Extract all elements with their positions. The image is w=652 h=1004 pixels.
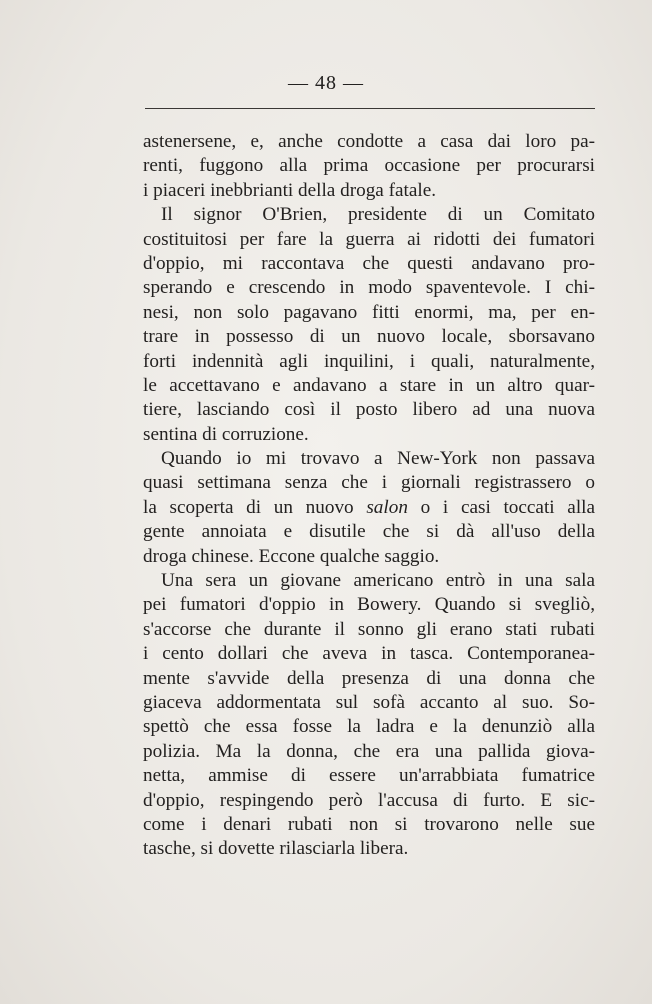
text-line: i cento dollari che aveva in tasca. Contemporanea-	[143, 643, 595, 665]
paragraph	[143, 447, 595, 569]
text-line: come i denari rubati non si trovarono nelle sue	[143, 813, 595, 835]
text-line: Quando io mi trovavo a New-York non passava	[161, 448, 595, 470]
text-line: mente s'avvide della presenza di una donna che	[143, 667, 595, 689]
text-line: le accettavano e andavano a stare in un altro quar-	[143, 374, 595, 396]
text-line: la scoperta di un nuovo salon o i casi toccati alla	[143, 496, 595, 518]
text-line: d'oppio, respingendo però l'accusa di furto. E sic-	[143, 789, 595, 811]
text-line: trare in possesso di un nuovo locale, sborsavano	[143, 326, 595, 348]
text-line: Il signor O'Brien, presidente di un Comitato	[161, 204, 595, 226]
paragraph	[143, 569, 595, 862]
text-line: nesi, non solo pagavano fitti enormi, ma, per en-	[143, 301, 595, 323]
text-line: quasi settimana senza che i giornali registrassero o	[143, 472, 595, 494]
text-line: forti indennità agli inquilini, i quali, naturalmente,	[143, 350, 595, 372]
text-line: costituitosi per fare la guerra ai ridotti dei fumatori	[143, 228, 595, 250]
text-line: i piaceri inebbrianti della droga fatale.	[143, 179, 437, 201]
text-line: gente annoiata e disutile che si dà all'uso della	[143, 521, 595, 543]
text-line: tiere, lasciando così il posto libero ad una nuova	[143, 399, 595, 421]
text-line: sperando e crescendo in modo spaventevole. I chi-	[143, 277, 595, 299]
text-line: s'accorse che durante il sonno gli erano stati rubati	[143, 618, 595, 640]
text-line: giaceva addormentata sul sofà accanto al suo. So-	[143, 691, 595, 713]
header-rule	[145, 108, 595, 109]
italic-word: salon	[366, 496, 408, 518]
paragraph	[143, 130, 595, 203]
text-line: polizia. Ma la donna, che era una pallida giova-	[143, 740, 595, 762]
text-line: spettò che essa fosse la ladra e la denunziò alla	[143, 716, 595, 738]
text-line: pei fumatori d'oppio in Bowery. Quando si svegliò,	[143, 594, 595, 616]
text-line: astenersene, e, anche condotte a casa dai loro pa-	[143, 131, 595, 152]
body-text	[143, 130, 595, 862]
text-line: netta, ammise di essere un'arrabbiata fumatrice	[143, 765, 595, 787]
page-number: — 48 —	[288, 72, 364, 94]
text-line: tasche, si dovette rilasciarla libera.	[143, 838, 409, 860]
paragraph	[143, 203, 595, 447]
text-line: Una sera un giovane americano entrò in una sala	[161, 570, 595, 592]
text-line: renti, fuggono alla prima occasione per procurarsi	[143, 155, 595, 177]
text-line: sentina di corruzione.	[143, 423, 309, 445]
text-line: d'oppio, mi raccontava che questi andavano pro-	[143, 252, 595, 274]
text-line: droga chinese. Eccone qualche saggio.	[143, 545, 440, 567]
